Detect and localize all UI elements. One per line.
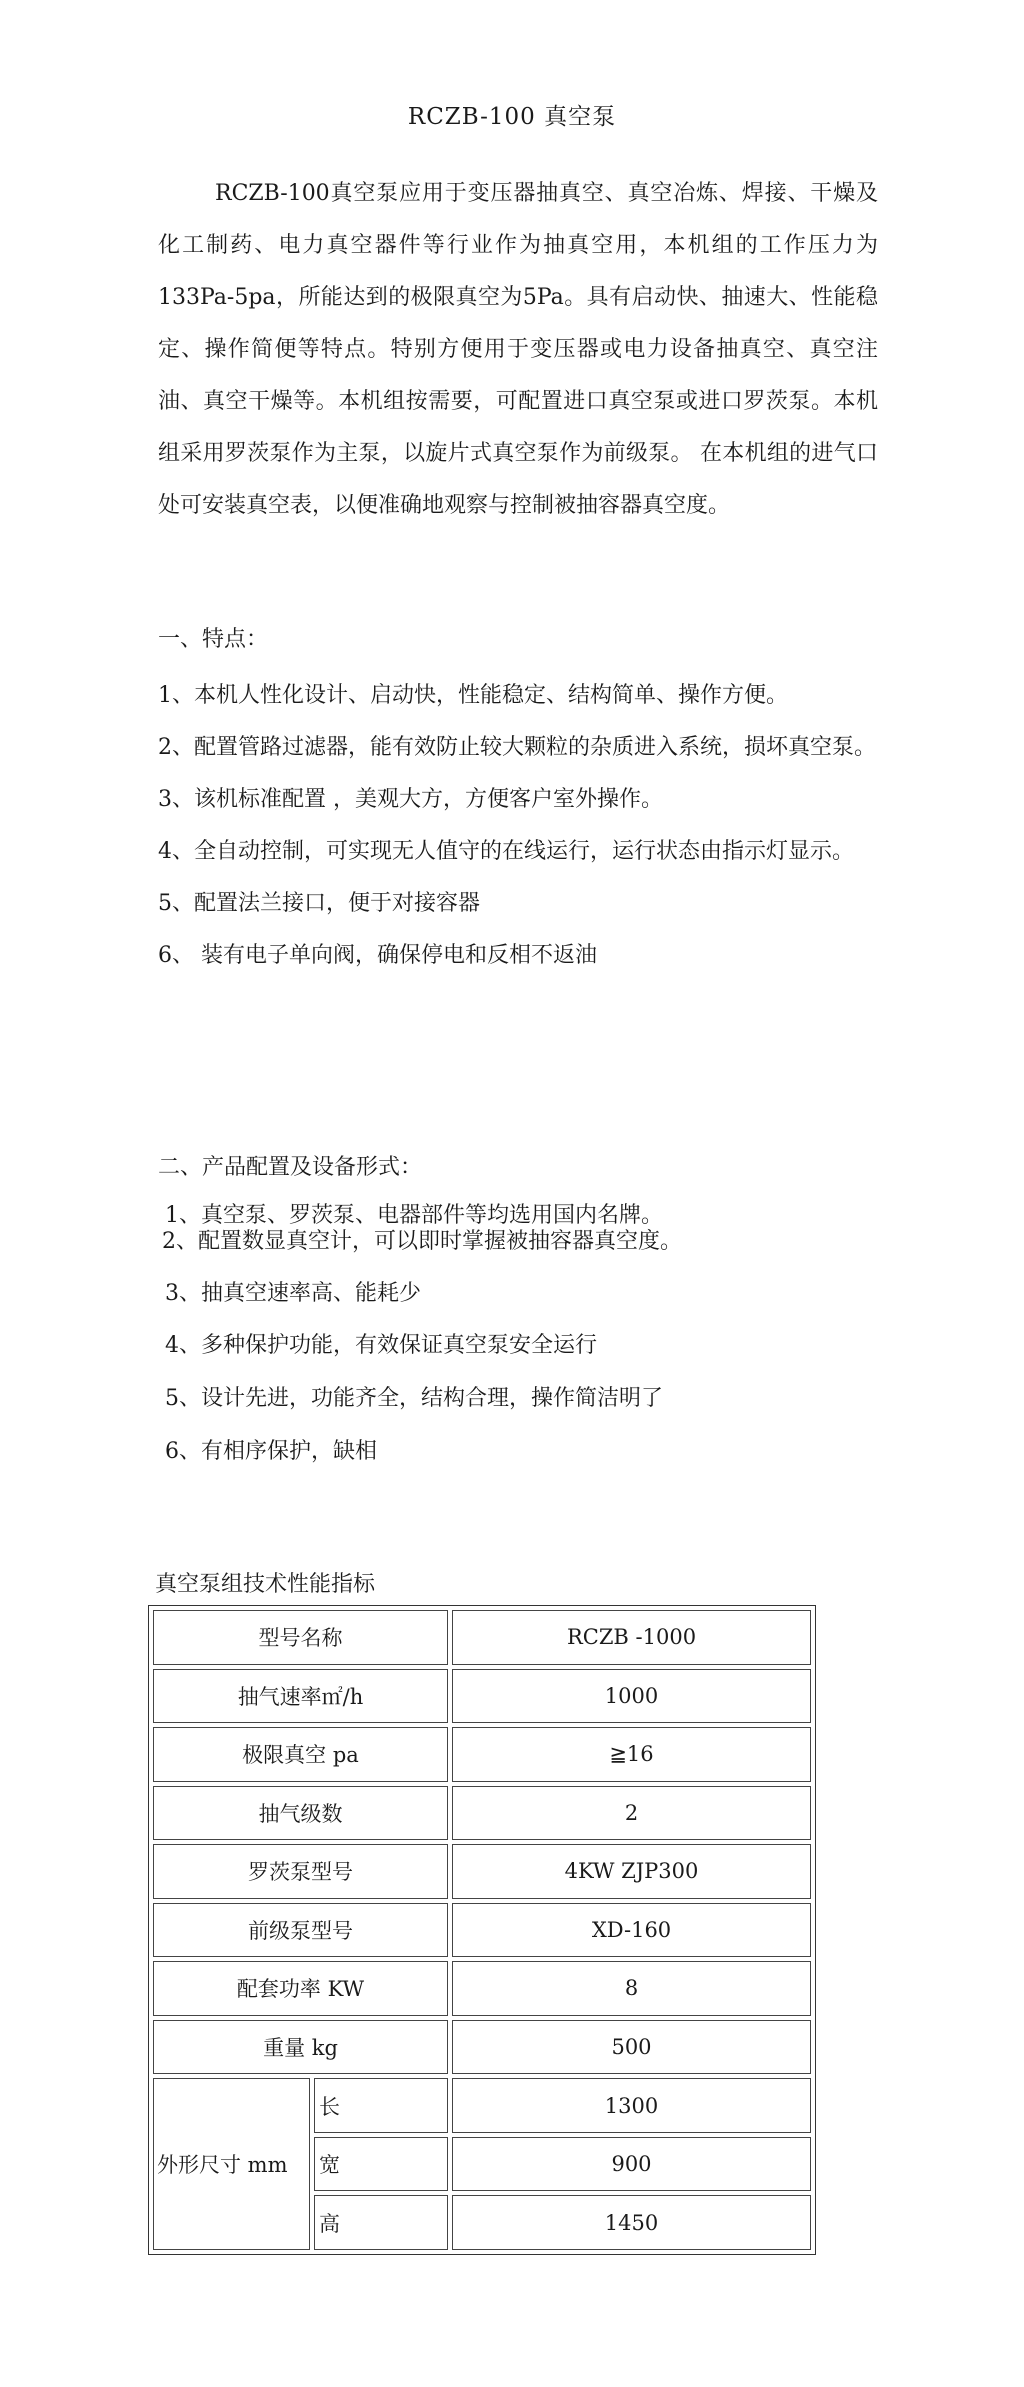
table-row xyxy=(153,2020,811,2075)
spec-value: RCZB -1000 xyxy=(452,1610,811,1665)
list-item: 3、抽真空速率高、能耗少 xyxy=(165,1281,421,1306)
spec-label: 重量 kg xyxy=(153,2020,448,2075)
list-item: 6、 装有电子单向阀，确保停电和反相不返油 xyxy=(158,943,597,968)
spec-caption: 真空泵组技术性能指标 xyxy=(155,1572,376,1597)
table-row xyxy=(153,1844,811,1899)
spec-value: 1300 xyxy=(452,2078,811,2133)
spec-table xyxy=(148,1605,816,2255)
table-row xyxy=(153,1669,811,1724)
spec-label: 极限真空 pa xyxy=(153,1727,448,1782)
list-item: 2、配置数显真空计，可以即时掌握被抽容器真空度。 xyxy=(162,1229,682,1254)
spec-value: 1450 xyxy=(452,2195,811,2250)
config-heading: 二、产品配置及设备形式： xyxy=(158,1155,423,1180)
table-row xyxy=(153,1961,811,2016)
table-row xyxy=(153,1727,811,1782)
spec-value: XD-160 xyxy=(452,1903,811,1958)
spec-label: 配套功率 KW xyxy=(153,1961,448,2016)
table-row xyxy=(153,1786,811,1841)
spec-value: 1000 xyxy=(452,1669,811,1724)
dimensions-label: 外形尺寸 mm xyxy=(153,2078,310,2250)
list-item: 1、真空泵、罗茨泵、电器部件等均选用国内名牌。 xyxy=(165,1203,663,1228)
intro-paragraph: RCZB-100真空泵应用于变压器抽真空、真空冶炼、焊接、干燥及化工制药、电力真空器件等行业作为抽真空用，本机组的工作压力为133Pa-5pa，所能达到的极限真空为5Pa。具有启动快、抽速大、性能稳定、操作简便等特点。特别方便用于变压器或电力设备抽真空、真空注油、真空干燥等。本机组按需要，可配置进口真空泵或进口罗茨泵。本机组采用罗茨泵作为主泵，以旋片式真空泵作为前级泵。 在本机组的进气口处可安装真空表，以便准确地观察与控制被抽容器真空度。 xyxy=(158,181,878,518)
spec-value: 8 xyxy=(452,1961,811,2016)
list-item: 4、多种保护功能，有效保证真空泵安全运行 xyxy=(165,1333,597,1358)
list-item: 5、配置法兰接口，便于对接容器 xyxy=(158,891,480,916)
list-item: 3、该机标准配置 ，美观大方，方便客户室外操作。 xyxy=(158,787,663,812)
spec-value: 900 xyxy=(452,2137,811,2192)
document-title: RCZB-100 真空泵 xyxy=(407,104,617,130)
features-heading: 一、特点： xyxy=(158,627,269,652)
dimension-label: 长 xyxy=(314,2078,448,2133)
spec-value: 4KW ZJP300 xyxy=(452,1844,811,1899)
dimension-label: 宽 xyxy=(314,2137,448,2192)
list-item: 2、配置管路过滤器，能有效防止较大颗粒的杂质进入系统，损坏真空泵。 xyxy=(158,735,876,760)
spec-value: 2 xyxy=(452,1786,811,1841)
list-item: 6、有相序保护，缺相 xyxy=(165,1439,377,1464)
spec-label: 型号名称 xyxy=(153,1610,448,1665)
spec-label: 罗茨泵型号 xyxy=(153,1844,448,1899)
spec-label: 抽气级数 xyxy=(153,1786,448,1841)
spec-value: 500 xyxy=(452,2020,811,2075)
dimension-label: 高 xyxy=(314,2195,448,2250)
table-row xyxy=(153,2078,811,2133)
list-item: 1、本机人性化设计、启动快，性能稳定、结构简单、操作方便。 xyxy=(158,683,788,708)
features-list xyxy=(158,670,878,982)
list-item: 5、设计先进，功能齐全，结构合理，操作简洁明了 xyxy=(165,1386,663,1411)
list-item: 4、全自动控制，可实现无人值守的在线运行，运行状态由指示灯显示。 xyxy=(158,839,854,864)
spec-value: ≧16 xyxy=(452,1727,811,1782)
spec-label: 抽气速率㎡/h xyxy=(153,1669,448,1724)
spec-label: 前级泵型号 xyxy=(153,1903,448,1958)
table-row xyxy=(153,1610,811,1665)
table-row xyxy=(153,1903,811,1958)
